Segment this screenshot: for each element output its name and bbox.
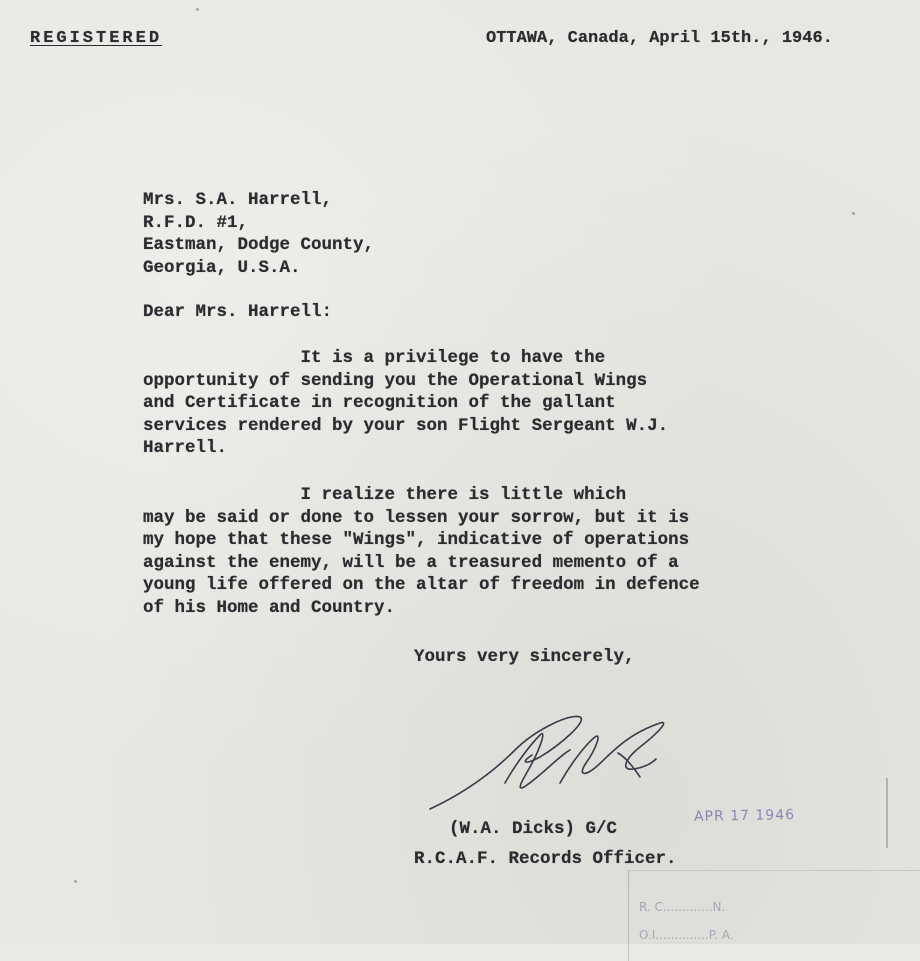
salutation: Dear Mrs. Harrell:: [143, 302, 333, 322]
paragraph-line: and Certificate in recognition of the gallant: [143, 393, 616, 413]
paragraph-2: [143, 484, 700, 619]
paragraph-line: may be said or done to lessen your sorrow, but it is: [143, 507, 690, 528]
paragraph-line: young life offered on the altar of freedom in defence: [143, 575, 700, 595]
records-stamp: [628, 870, 920, 961]
stamp-line: R. C.............N.: [639, 900, 726, 914]
stamp-line: O.I..............P. A.: [639, 928, 734, 942]
signatory-title: R.C.A.F. Records Officer.: [414, 849, 677, 869]
closing: Yours very sincerely,: [414, 647, 635, 667]
signatory-name: (W.A. Dicks) G/C: [449, 819, 618, 839]
paper-speck: [852, 212, 855, 215]
address-line: Georgia, U.S.A.: [143, 257, 301, 278]
paragraph-line: I realize there is little which: [143, 485, 627, 505]
paper-speck: [74, 880, 77, 883]
registered-mark: REGISTERED: [30, 29, 163, 48]
paper-edge-mark: [886, 778, 896, 848]
address-line: Eastman, Dodge County,: [143, 235, 375, 255]
paragraph-1: [143, 347, 668, 460]
dateline: OTTAWA, Canada, April 15th., 1946.: [486, 29, 833, 48]
received-date-stamp: APR 17 1946: [693, 807, 796, 825]
paragraph-line: opportunity of sending you the Operational Wings: [143, 370, 648, 391]
paragraph-line: It is a privilege to have the: [143, 348, 606, 368]
address-line: Mrs. S.A. Harrell,: [143, 190, 333, 210]
paragraph-line: Harrell.: [143, 438, 228, 458]
paragraph-line: of his Home and Country.: [143, 597, 396, 618]
paragraph-line: my hope that these "Wings", indicative of operations: [143, 530, 690, 550]
recipient-address: [143, 189, 374, 279]
address-line: R.F.D. #1,: [143, 212, 249, 233]
paragraph-line: against the enemy, will be a treasured memento of a: [143, 552, 679, 573]
handwritten-signature: [420, 705, 690, 815]
paper-speck: [196, 8, 199, 11]
paragraph-line: services rendered by your son Flight Sergeant W.J.: [143, 415, 669, 436]
